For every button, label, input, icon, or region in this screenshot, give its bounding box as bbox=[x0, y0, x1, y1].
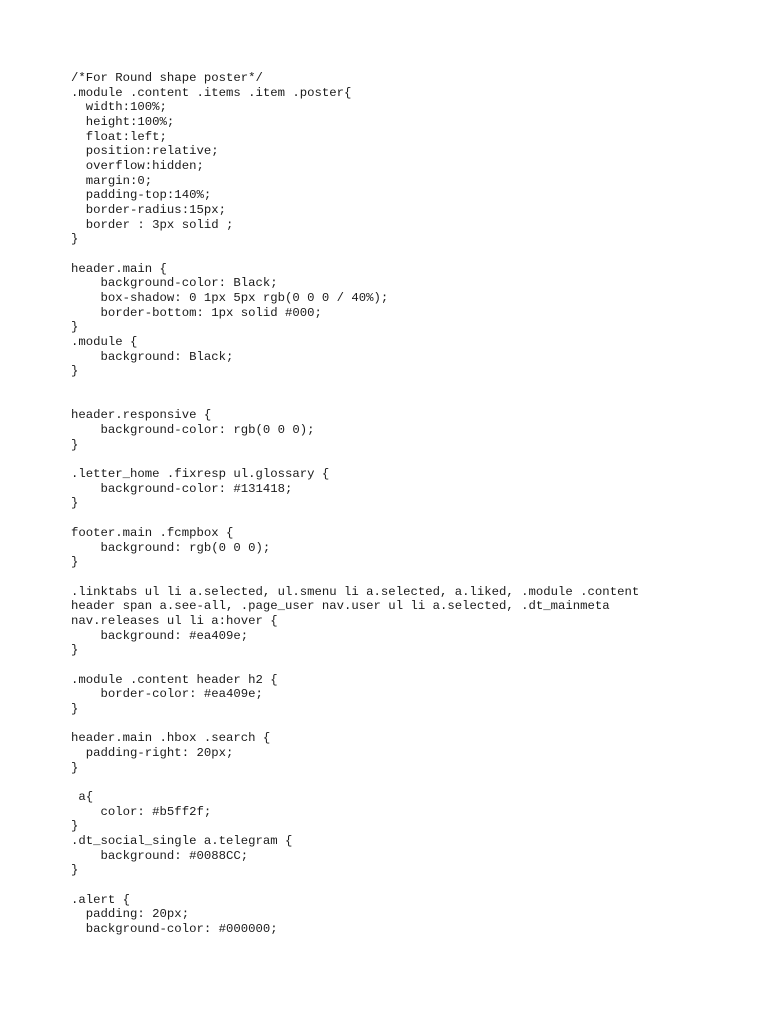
code-line: padding-top:140%; bbox=[71, 188, 212, 203]
code-line: position:relative; bbox=[71, 144, 219, 159]
code-line bbox=[71, 658, 639, 673]
code-line: .module { bbox=[71, 335, 138, 350]
code-line: height:100%; bbox=[71, 115, 175, 130]
code-line: margin:0; bbox=[71, 173, 153, 188]
code-line: } bbox=[71, 819, 79, 834]
code-line: } bbox=[71, 437, 79, 452]
code-line bbox=[71, 247, 639, 262]
code-line: .dt_social_single a.telegram { bbox=[71, 833, 293, 848]
code-line: .alert { bbox=[71, 892, 131, 907]
code-line: overflow:hidden; bbox=[71, 159, 204, 174]
code-line: } bbox=[71, 760, 79, 775]
code-line bbox=[71, 511, 639, 526]
code-line: } bbox=[71, 320, 79, 335]
css-code-block bbox=[71, 71, 639, 937]
code-line: border-bottom: 1px solid #000; bbox=[71, 305, 322, 320]
code-line: background-color: rgb(0 0 0); bbox=[71, 423, 315, 438]
code-line bbox=[71, 775, 639, 790]
code-line bbox=[71, 878, 639, 893]
code-line: header span a.see-all, .page_user nav.user ul li a.selected, .dt_mainmeta bbox=[71, 599, 610, 614]
code-line: border-color: #ea409e; bbox=[71, 687, 263, 702]
code-line: color: #b5ff2f; bbox=[71, 804, 212, 819]
code-line: } bbox=[71, 863, 79, 878]
code-line: background-color: #131418; bbox=[71, 481, 293, 496]
code-line: } bbox=[71, 701, 79, 716]
code-line bbox=[71, 570, 639, 585]
code-line bbox=[71, 394, 639, 409]
code-line: /*For Round shape poster*/ bbox=[71, 71, 263, 85]
code-line: nav.releases ul li a:hover { bbox=[71, 613, 278, 628]
code-line: border-radius:15px; bbox=[71, 203, 226, 218]
code-line: } bbox=[71, 496, 79, 511]
code-line: background: #0088CC; bbox=[71, 848, 249, 863]
code-line bbox=[71, 379, 639, 394]
code-line: background: #ea409e; bbox=[71, 628, 249, 643]
code-line: } bbox=[71, 643, 79, 658]
code-line: padding: 20px; bbox=[71, 907, 190, 922]
code-line: box-shadow: 0 1px 5px rgb(0 0 0 / 40%); bbox=[71, 291, 389, 306]
code-line bbox=[71, 717, 639, 732]
code-line: float:left; bbox=[71, 129, 167, 144]
code-line: padding-right: 20px; bbox=[71, 745, 234, 760]
code-line: header.main .hbox .search { bbox=[71, 731, 271, 746]
code-line: header.responsive { bbox=[71, 408, 212, 423]
code-line: background: rgb(0 0 0); bbox=[71, 540, 271, 555]
code-line: background-color: Black; bbox=[71, 276, 278, 291]
code-line: .module .content .items .item .poster{ bbox=[71, 85, 352, 100]
code-line: border : 3px solid ; bbox=[71, 217, 234, 232]
code-line bbox=[71, 452, 639, 467]
code-line: header.main { bbox=[71, 261, 167, 276]
code-line: background-color: #000000; bbox=[71, 921, 278, 936]
code-line: footer.main .fcmpbox { bbox=[71, 525, 234, 540]
code-line: } bbox=[71, 364, 79, 379]
code-line: width:100%; bbox=[71, 100, 167, 115]
code-line: .letter_home .fixresp ul.glossary { bbox=[71, 467, 330, 482]
code-line: } bbox=[71, 555, 79, 570]
code-line: background: Black; bbox=[71, 349, 234, 364]
code-line: a{ bbox=[71, 789, 94, 804]
code-line: .linktabs ul li a.selected, ul.smenu li a.selected, a.liked, .module .content bbox=[71, 584, 640, 599]
code-line: } bbox=[71, 232, 79, 247]
code-line: .module .content header h2 { bbox=[71, 672, 278, 687]
